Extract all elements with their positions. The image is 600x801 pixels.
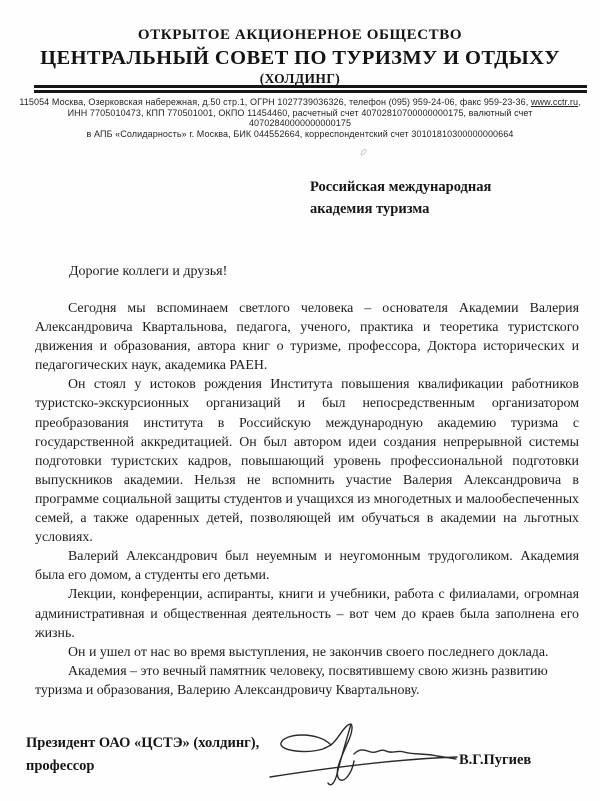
website-text: www.cctr.ru	[530, 97, 579, 107]
paragraph-2: Он стоял у истоков рождения Института повышения квалификации работников туристско-экскурсионных организаций и был непосредственным организатором преобразования института в Российскую международную академию туризма с государственной аккредитацией. Он был автором идеи создания непрерывной системы подготовки туристских кадров, повышающий уровень профессиональной подготовки выпускников академии. Нельзя не вспомнить участие Валерия Александровича в программе социальной защиты студентов и учащихся из многодетных и малообеспеченных семей, а также одаренных детей, позволяющей им обучаться в академии на льготных условиях.	[35, 377, 579, 546]
recipient-block	[310, 177, 491, 220]
recipient-line-1: Российская международная	[310, 179, 492, 195]
company-name-line: ЦЕНТРАЛЬНЫЙ СОВЕТ ПО ТУРИЗМУ И ОТДЫХУ	[40, 47, 560, 69]
letter-body	[35, 299, 579, 700]
signer-name: В.Г.Пугиев	[459, 752, 532, 768]
contact-details-block	[18, 97, 582, 139]
letterhead-double-rule	[34, 85, 587, 93]
company-type-line: ОТКРЫТОЕ АКЦИОНЕРНОЕ ОБЩЕСТВО	[137, 27, 463, 43]
salutation: Дорогие коллеги и друзья!	[69, 264, 228, 279]
paragraph-6: Академия – это вечный памятник человеку, посвятившему свою жизнь развитию туризма и образования, Валерию Александровичу Квартальнову.	[35, 663, 548, 698]
contact-line-1	[18, 97, 582, 108]
signer-title-line-2: профессор	[26, 757, 95, 774]
paragraph-1: Сегодня мы вспоминаем светлого человека – основателя Академии Валерия Александровича Квартальнова, педагога, ученого, практика и теоретика туристского движения и образования, автора книг о туризме, профессора, Доктора исторических и педагогических наук, академика РАЕН.	[35, 301, 579, 374]
handwritten-signature	[266, 721, 462, 791]
paragraph-3: Валерий Александрович был неуемным и неугомонным трудоголиком. Академия была его домом, а студенты его детьми.	[35, 549, 579, 584]
letterhead	[0, 26, 600, 87]
recipient-line-2: академия туризма	[310, 200, 430, 217]
signer-title-block	[26, 732, 259, 777]
signer-title-line-1: Президент ОАО «ЦСТЭ» (холдинг),	[26, 735, 260, 751]
contact-address: 115054 Москва, Озерковская набережная, д.50 стр.1, ОГРН 1027739036326, телефон (095) 959-24-06, факс 959-23-36,	[19, 97, 531, 107]
company-holding-line: (ХОЛДИНГ)	[259, 71, 341, 86]
stray-ink-mark	[358, 146, 370, 158]
contact-line-3: в АПБ «Солидарность» г. Москва, БИК 044552664, корреспондентский счет 30101810300000000664	[86, 128, 514, 139]
paragraph-4: Лекции, конференции, аспиранты, книги и учебники, работа с филиалами, огромная административная и общественная деятельность – вот чем до краев была заполнена его жизнь.	[35, 587, 579, 641]
contact-line-2: ИНН 7705010473, КПП 770501001, ОКПО 11454460, расчетный счет 40702810700000000175, валютный счет 40702840000000000175	[67, 107, 533, 129]
paragraph-5: Он и ушел от нас во время выступления, не закончив своего последнего доклада.	[68, 644, 549, 660]
contact-line1-comma: ,	[578, 97, 581, 107]
